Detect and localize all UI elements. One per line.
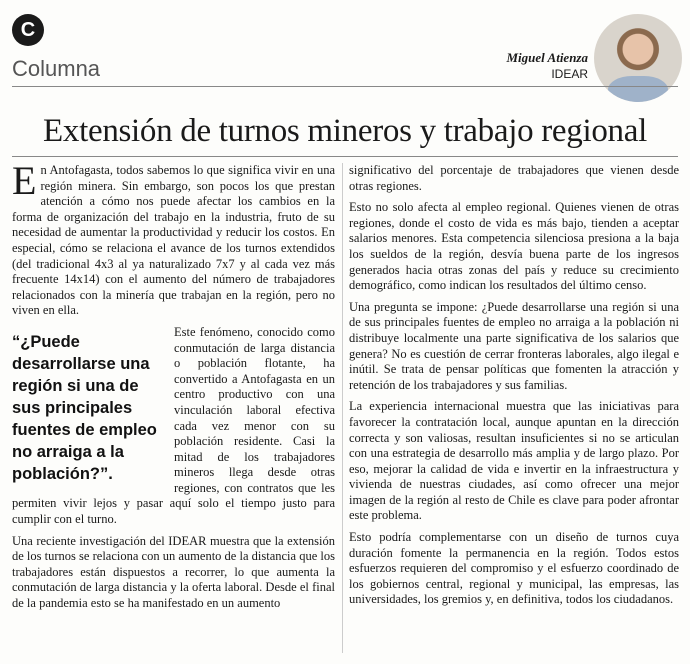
headline-rule [12, 156, 678, 157]
paragraph: La experiencia internacional muestra que las iniciativas para favorecer la contratación local, aunque apuntan en la dirección correcta y son valiosas, resultan insuficientes si no se articulan con una estrategia de desarrollo más amplia y de largo plazo. Por eso, mejorar la calidad de vida e invertir en la infraestructura y vivienda de nuestras ciudades, así como ofrecer una mejor imagen de la región al resto de Chile es clave para poder afrontar este problema. [349, 399, 679, 523]
header-rule [12, 86, 678, 87]
author-org: IDEAR [551, 67, 588, 81]
paragraph: Una pregunta se impone: ¿Puede desarrollarse una región si una de sus principales fuentes de empleo no arraiga a la población ni distribuye localmente una parte significativa de los salarios que genera? No es cuestión de cerrar fronteras laborales, algo ilegal e inútil. Se trata de pensar políticas que fomenten la atracción y retención de los trabajadores y sus familias. [349, 299, 679, 392]
column-right [349, 163, 679, 614]
author-photo [594, 14, 682, 102]
paragraph: significativo del porcentaje de trabajadores que vienen desde otras regiones. [349, 163, 679, 193]
section-label: Columna [12, 56, 101, 81]
paragraph-text: n Antofagasta, todos sabemos lo que significa vivir en una región minera. Sin embargo, son pocos los que prestan atención a cómo nos puede afectar los cambios en la forma de organización del trabajo en la industria, fruto de su necesidad de aumentar la productividad y reducir los costos. En especial, cómo se relaciona el avance de los turnos extendidos (del tradicional 4x3 al ya naturalizado 7x7 y al cada vez más frecuente 14x14) con el aumento del número de trabajadores relacionados con la minería que trabajan en la región, pero no viven en ella. [12, 163, 335, 318]
drop-cap: E [12, 158, 37, 203]
article-headline: Extensión de turnos mineros y trabajo regional [43, 113, 647, 149]
paragraph: Una reciente investigación del IDEAR muestra que la extensión de los turnos se relaciona con un aumento de la distancia que los trabajadores están dispuestos a recorrer, lo que aumenta la conmutación de larga distancia y la oferta laboral. Desde el final de la pandemia esto se ha manifestado en un aumento [12, 533, 335, 611]
paragraph: Este fenómeno, conocido como conmutación de larga distancia o población flotante, ha convertido a Antofagasta en un centro productivo con una vinculación laboral efectiva cada vez menor con su población residente. Casi la mitad de los trabajadores mineros llega desde otras regiones, con contratos que les permiten vivir lejos y pasar aquí solo el tiempo justo para cumplir con el turno. [12, 324, 335, 527]
section-logo: C [12, 14, 44, 46]
author-block [506, 50, 588, 82]
author-name: Miguel Atienza [506, 50, 588, 65]
column-divider [342, 163, 343, 653]
pull-quote: “¿Puede desarrollarse una región si una de sus principales fuentes de empleo no arraiga a la población?”. [12, 332, 157, 483]
paragraph: Esto no solo afecta al empleo regional. Quienes vienen de otras regiones, donde el costo de vida es más bajo, tienden a aceptar salarios menores. Esta competencia silenciosa presiona a la baja los sueldos de la región, desvía buena parte de los ingresos generados hacia otras zonas del país y reduce su crecimiento demográfico, como indican los resultados del último censo. [349, 200, 679, 293]
paragraph [12, 158, 335, 319]
column-left [12, 158, 335, 618]
paragraph: Esto podría complementarse con un diseño de turnos cuya duración fomente la permanencia en la región. Todos estos esfuerzos requieren del compromiso y el esfuerzo coordinado de los gobiernos central, regional y municipal, las empresas, las universidades, los gremios y, en definitiva, todos los ciudadanos. [349, 530, 679, 607]
